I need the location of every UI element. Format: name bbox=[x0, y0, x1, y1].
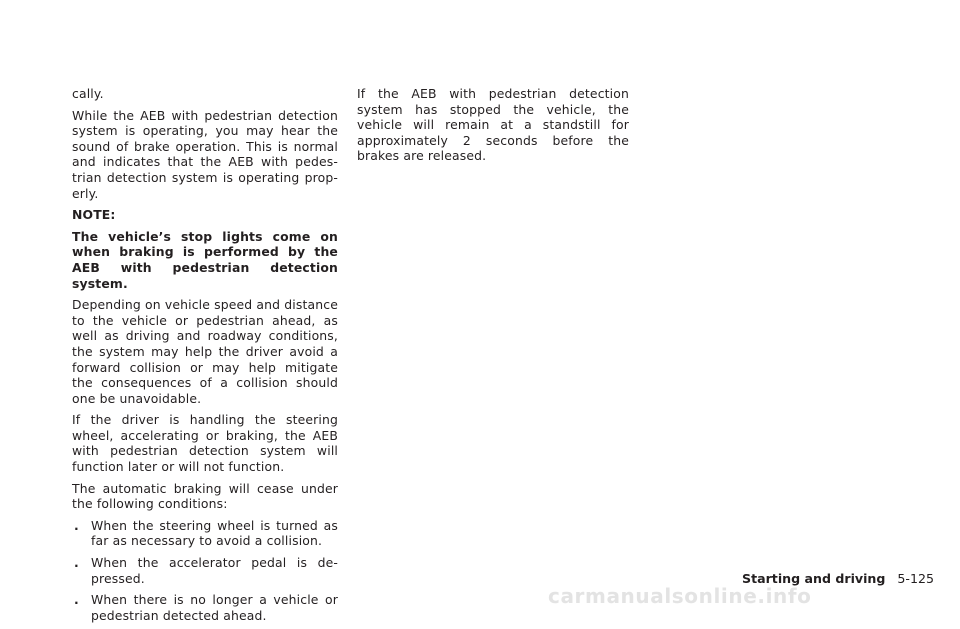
note-text: The vehicle’s stop lights come on when braking is performed by the AEB with pedestrian detection system. bbox=[72, 228, 338, 291]
list-item-text: When there is no longer a vehicle or pedestrian detected ahead. bbox=[91, 592, 338, 623]
paragraph-brake-sound: While the AEB with pedestrian detection system is operating, you may hear the sound of brake operation. This is normal and indicates that the AEB with pedes-trian detection system is operating prop-erly. bbox=[72, 107, 338, 201]
list-item bbox=[72, 555, 338, 586]
paragraph-continuation: cally. bbox=[72, 86, 104, 101]
left-column bbox=[72, 86, 338, 629]
list-item bbox=[72, 518, 338, 549]
paragraph-vehicle-speed: Depending on vehicle speed and distance to the vehicle or pedestrian ahead, as well as driving and roadway conditions, the system may help the driver avoid a forward collision or may help mitigate the consequences of a collision should one be unavoidable. bbox=[72, 297, 338, 406]
list-item-text: When the accelerator pedal is de-pressed. bbox=[91, 555, 338, 586]
bullet-icon: . bbox=[74, 592, 79, 608]
list-item-text: When the steering wheel is turned as far as necessary to avoid a collision. bbox=[91, 517, 338, 549]
list-item bbox=[72, 592, 338, 623]
bullet-icon: . bbox=[74, 555, 79, 571]
paragraph-cease-conditions: The automatic braking will cease under the following conditions: bbox=[72, 480, 338, 512]
paragraph-driver-handling: If the driver is handling the steering wheel, accelerating or braking, the AEB with pedestrian detection system will function later or will not function. bbox=[72, 412, 338, 475]
watermark: carmanualsonline.info bbox=[548, 584, 812, 608]
page-number: 5-125 bbox=[897, 571, 935, 586]
right-column bbox=[357, 86, 629, 170]
section-title: Starting and driving bbox=[742, 571, 886, 586]
paragraph-standstill: If the AEB with pedestrian detection system has stopped the vehicle, the vehicle will remain at a standstill for approximately 2 seconds before the brakes are released. bbox=[357, 86, 629, 164]
bullet-icon: . bbox=[74, 517, 79, 533]
note-label: NOTE: bbox=[72, 207, 116, 223]
conditions-list bbox=[72, 518, 338, 624]
